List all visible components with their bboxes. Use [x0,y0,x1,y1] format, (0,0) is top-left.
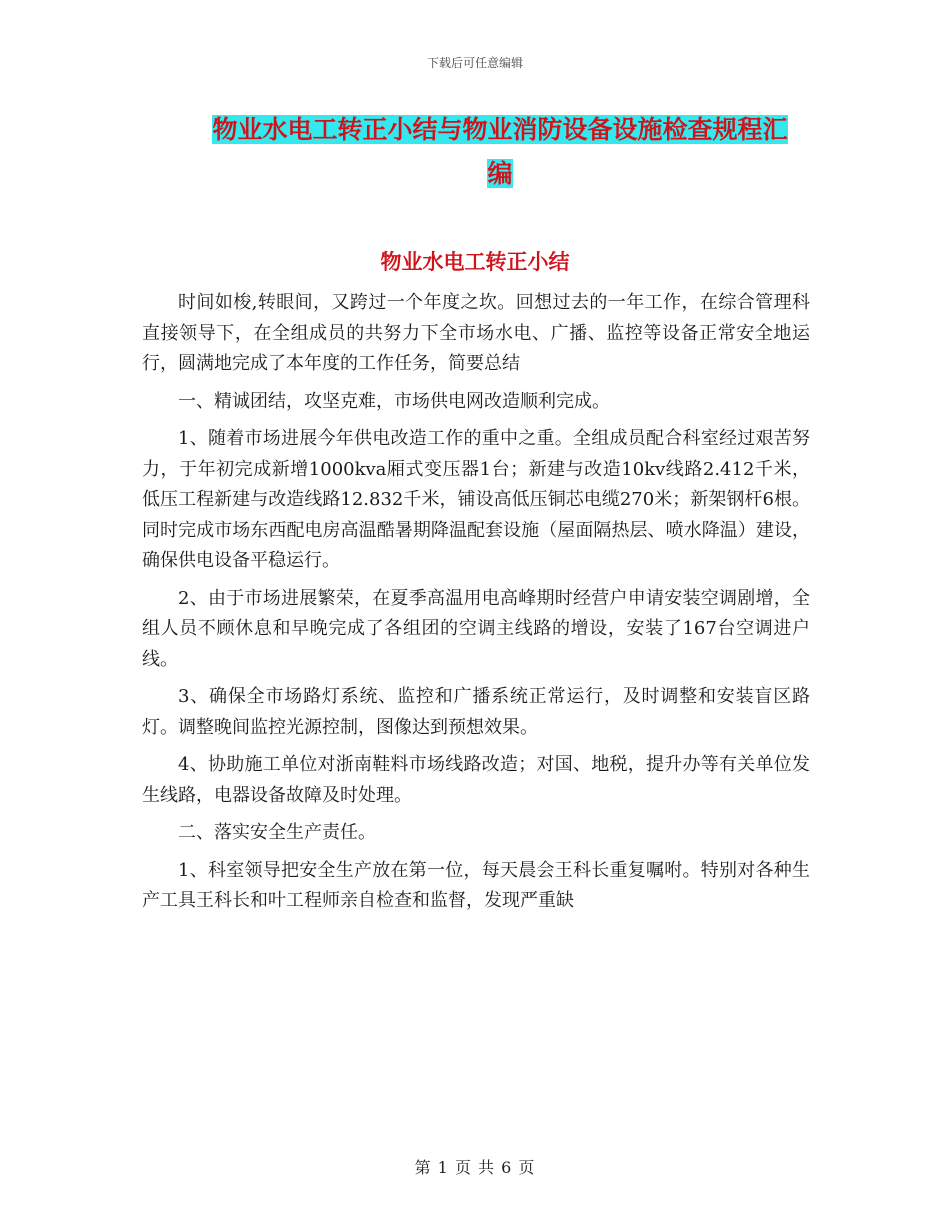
paragraph: 1、随着市场进展今年供电改造工作的重中之重。全组成员配合科室经过艰苦努力，于年初完成新增1000kva厢式变压器1台；新建与改造10kv线路2.412千米，低压工程新建与改造线路12.832千米，铺设高低压铜芯电缆270米；新架钢杆6根。同时完成市场东西配电房高温酷暑期降温配套设施（屋面隔热层、喷水降温）建设，确保供电设备平稳运行。 [142,428,810,571]
paragraph: 2、由于市场进展繁荣，在夏季高温用电高峰期时经营户申请安装空调剧增，全组人员不顾休息和早晚完成了各组团的空调主线路的增设，安装了167台空调进户线。 [142,587,810,670]
paragraph: 4、协助施工单位对浙南鞋料市场线路改造；对国、地税，提升办等有关单位发生线路，电器设备故障及时处理。 [142,754,810,806]
header-note: 下载后可任意编辑 [426,56,523,70]
page-footer: 第 1 页 共 6 页 [414,1158,536,1177]
paragraph: 时间如梭,转眼间，又跨过一个年度之坎。回想过去的一年工作，在综合管理科直接领导下，在全组成员的共努力下全市场水电、广播、监控等设备正常安全地运行，圆满地完成了本年度的工作任务，简要总结 [142,292,810,374]
paragraph: 一、精诚团结，攻坚克难，市场供电网改造顺利完成。 [178,390,610,412]
document-title [190,108,810,196]
paragraph: 1、科室领导把安全生产放在第一位，每天晨会王科长重复嘱咐。特别对各种生产工具王科长和叶工程师亲自检查和监督，发现严重缺 [142,859,810,911]
body-text [142,288,810,924]
paragraph: 二、落实安全生产责任。 [178,822,376,843]
section-title: 物业水电工转正小结 [380,249,570,274]
document-title-line-1: 物业水电工转正小结与物业消防设备设施检查规程汇 [212,115,788,144]
document-title-line-2: 编 [487,159,513,188]
paragraph: 3、确保全市场路灯系统、监控和广播系统正常运行，及时调整和安装盲区路灯。调整晚间监控光源控制，图像达到预想效果。 [142,686,810,738]
